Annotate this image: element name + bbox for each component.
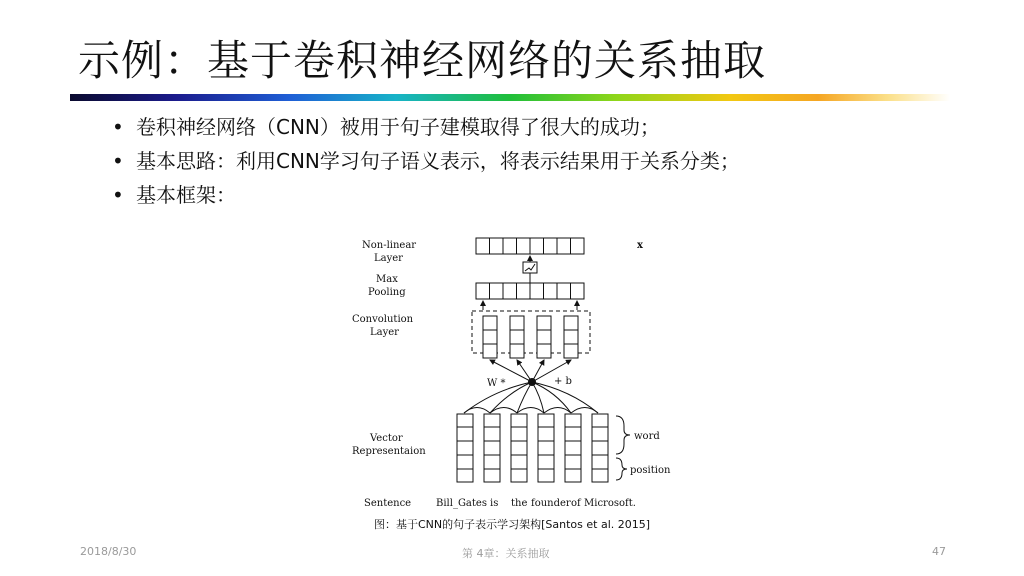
label-maxpool-1: Max	[376, 274, 398, 285]
label-vector-2: Representaion	[352, 446, 426, 457]
title-rule	[70, 94, 950, 101]
bullet-item	[112, 178, 740, 212]
word-label: word	[634, 431, 660, 442]
bullet-icon: •	[112, 149, 124, 173]
bias-label: + b	[554, 376, 572, 387]
label-sentence: Sentence	[364, 498, 412, 509]
footer-date: 2018/8/30	[80, 545, 137, 558]
nonlinear-layer	[476, 238, 584, 254]
position-label: position	[630, 465, 671, 476]
bullet-text: 基本思路：利用CNN学习句子语义表示，将表示结果用于关系分类；	[136, 149, 740, 173]
token: Microsoft.	[584, 498, 636, 509]
bullet-item	[112, 144, 740, 178]
label-maxpool-2: Pooling	[368, 287, 406, 298]
label-nonlinear-2: Layer	[374, 253, 403, 264]
bullet-text: 基本框架：	[136, 183, 236, 207]
position-brace	[616, 458, 627, 480]
maxpool-layer	[476, 283, 584, 299]
bullet-list	[112, 110, 740, 212]
bullet-text: 卷积神经网络（CNN）被用于句子建模取得了很大的成功；	[136, 115, 660, 139]
footer-page-number: 47	[932, 545, 946, 558]
token: the	[511, 498, 528, 509]
token: of	[571, 498, 581, 509]
bullet-icon: •	[112, 115, 124, 139]
label-vector-1: Vector	[370, 433, 403, 444]
token: Bill_Gates	[436, 498, 487, 509]
slide-title: 示例：基于卷积神经网络的关系抽取	[78, 36, 767, 85]
cnn-architecture-figure	[344, 230, 684, 520]
token: is	[490, 498, 499, 509]
weight-label: W *	[487, 378, 506, 389]
footer-chapter: 第 4章：关系抽取	[462, 547, 550, 560]
output-x-label: x	[637, 240, 643, 251]
word-vectors	[457, 414, 608, 482]
bullet-item	[112, 110, 740, 144]
activation-icon	[523, 262, 537, 273]
label-conv-2: Layer	[370, 327, 399, 338]
label-conv-1: Convolution	[352, 314, 414, 325]
conv-filters	[483, 316, 578, 358]
bullet-icon: •	[112, 183, 124, 207]
word-brace	[616, 416, 630, 454]
token: founder	[531, 498, 571, 509]
label-nonlinear-1: Non-linear	[362, 240, 417, 251]
figure-caption: 图：基于CNN的句子表示学习架构[Santos et al. 2015]	[374, 518, 651, 531]
cnn-diagram	[344, 230, 684, 520]
